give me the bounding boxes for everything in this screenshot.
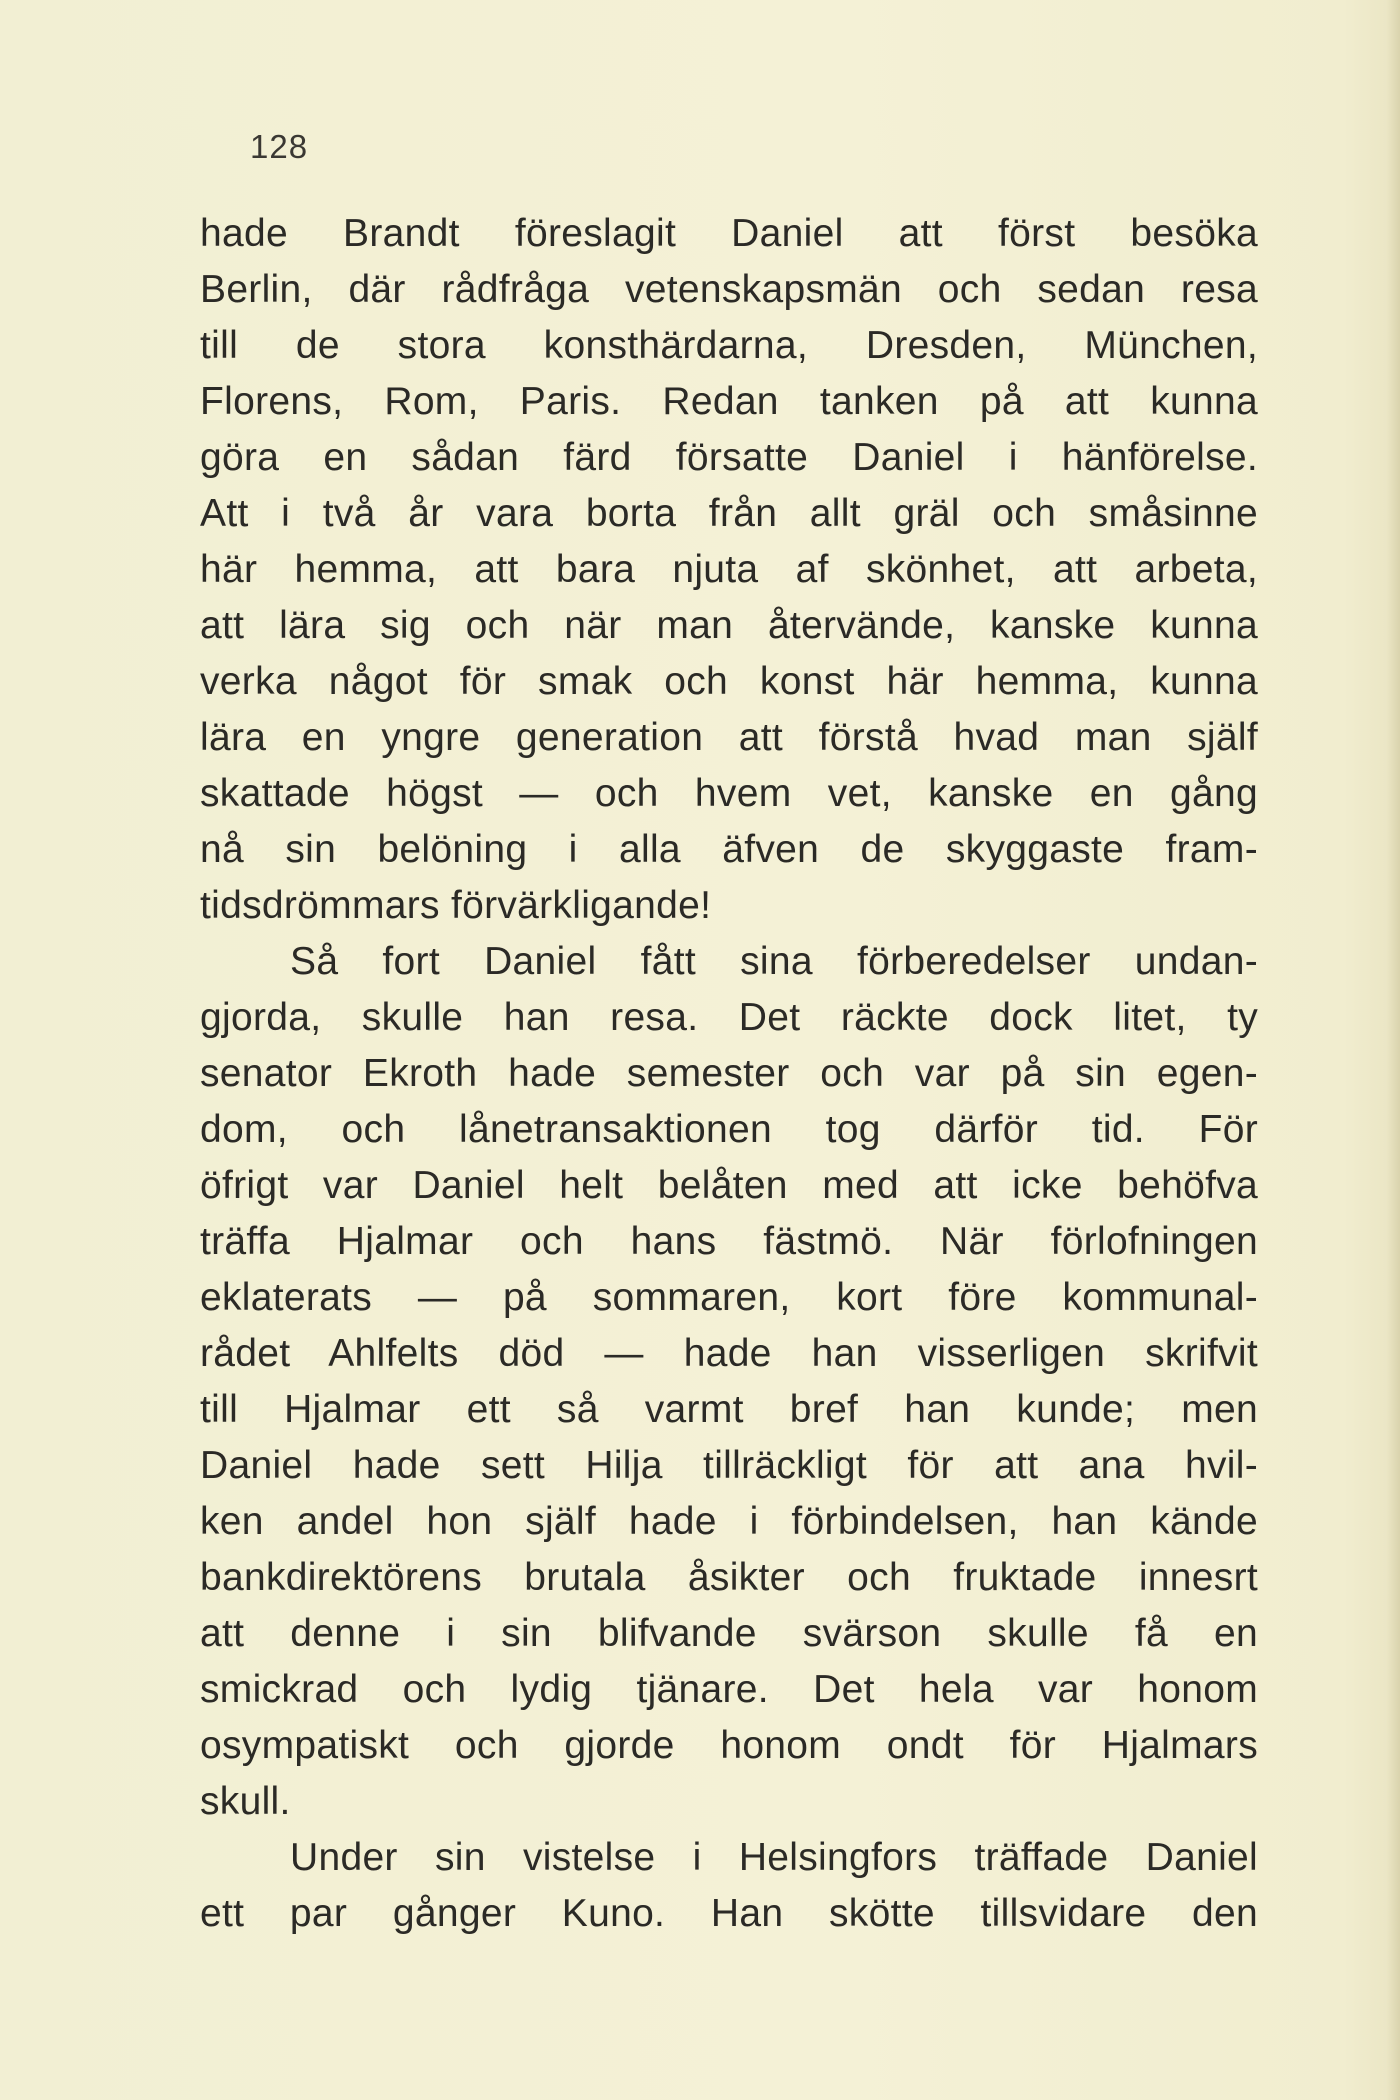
text-line: till de stora konsthärdarna, Dresden, München, [200, 324, 1258, 367]
text-line: eklaterats — på sommaren, kort före kommunal- [200, 1276, 1258, 1319]
text-line: öfrigt var Daniel helt belåten med att icke behöfva [200, 1164, 1258, 1207]
text-line: dom, och lånetransaktionen tog därför tid. För [200, 1108, 1258, 1151]
text-line: ken andel hon själf hade i förbindelsen, han kände [200, 1500, 1258, 1543]
text-line: hade Brandt föreslagit Daniel att först besöka [200, 212, 1258, 255]
text-line: Florens, Rom, Paris. Redan tanken på att kunna [200, 380, 1258, 423]
text-line: att denne i sin blifvande svärson skulle få en [200, 1612, 1258, 1655]
text-line: osympatiskt och gjorde honom ondt för Hjalmars [200, 1724, 1258, 1767]
text-line: rådet Ahlfelts död — hade han visserligen skrifvit [200, 1332, 1258, 1375]
text-line: göra en sådan färd försatte Daniel i hänförelse. [200, 436, 1258, 479]
body-text [200, 206, 1258, 1942]
text-line: verka något för smak och konst här hemma, kunna [200, 660, 1258, 703]
text-line: lära en yngre generation att förstå hvad man själf [200, 716, 1258, 759]
text-line: Så fort Daniel fått sina förberedelser undan- [290, 940, 1258, 983]
text-line: bankdirektörens brutala åsikter och fruktade innesrt [200, 1556, 1258, 1599]
text-line: nå sin belöning i alla äfven de skyggaste fram- [200, 828, 1258, 871]
text-line: senator Ekroth hade semester och var på sin egen- [200, 1052, 1258, 1095]
text-line: ett par gånger Kuno. Han skötte tillsvidare den [200, 1892, 1258, 1935]
text-line: Under sin vistelse i Helsingfors träffade Daniel [290, 1836, 1258, 1879]
text-line: skull. [200, 1780, 291, 1823]
text-line: här hemma, att bara njuta af skönhet, att arbeta, [200, 548, 1258, 591]
text-line: skattade högst — och hvem vet, kanske en gång [200, 772, 1258, 815]
text-line: träffa Hjalmar och hans fästmö. När förlofningen [200, 1220, 1258, 1263]
text-line: Att i två år vara borta från allt gräl och småsinne [200, 492, 1258, 535]
page-number: 128 [250, 128, 309, 165]
text-line: till Hjalmar ett så varmt bref han kunde; men [200, 1388, 1258, 1431]
text-line: smickrad och lydig tjänare. Det hela var honom [200, 1668, 1258, 1711]
text-line: Berlin, där rådfråga vetenskapsmän och sedan resa [200, 268, 1258, 311]
text-line: Daniel hade sett Hilja tillräckligt för att ana hvil- [200, 1444, 1258, 1487]
text-line: tidsdrömmars förvärkligande! [200, 884, 712, 927]
text-line: att lära sig och när man återvände, kanske kunna [200, 604, 1258, 647]
text-line: gjorda, skulle han resa. Det räckte dock litet, ty [200, 996, 1258, 1039]
page-edge [1386, 0, 1400, 2100]
